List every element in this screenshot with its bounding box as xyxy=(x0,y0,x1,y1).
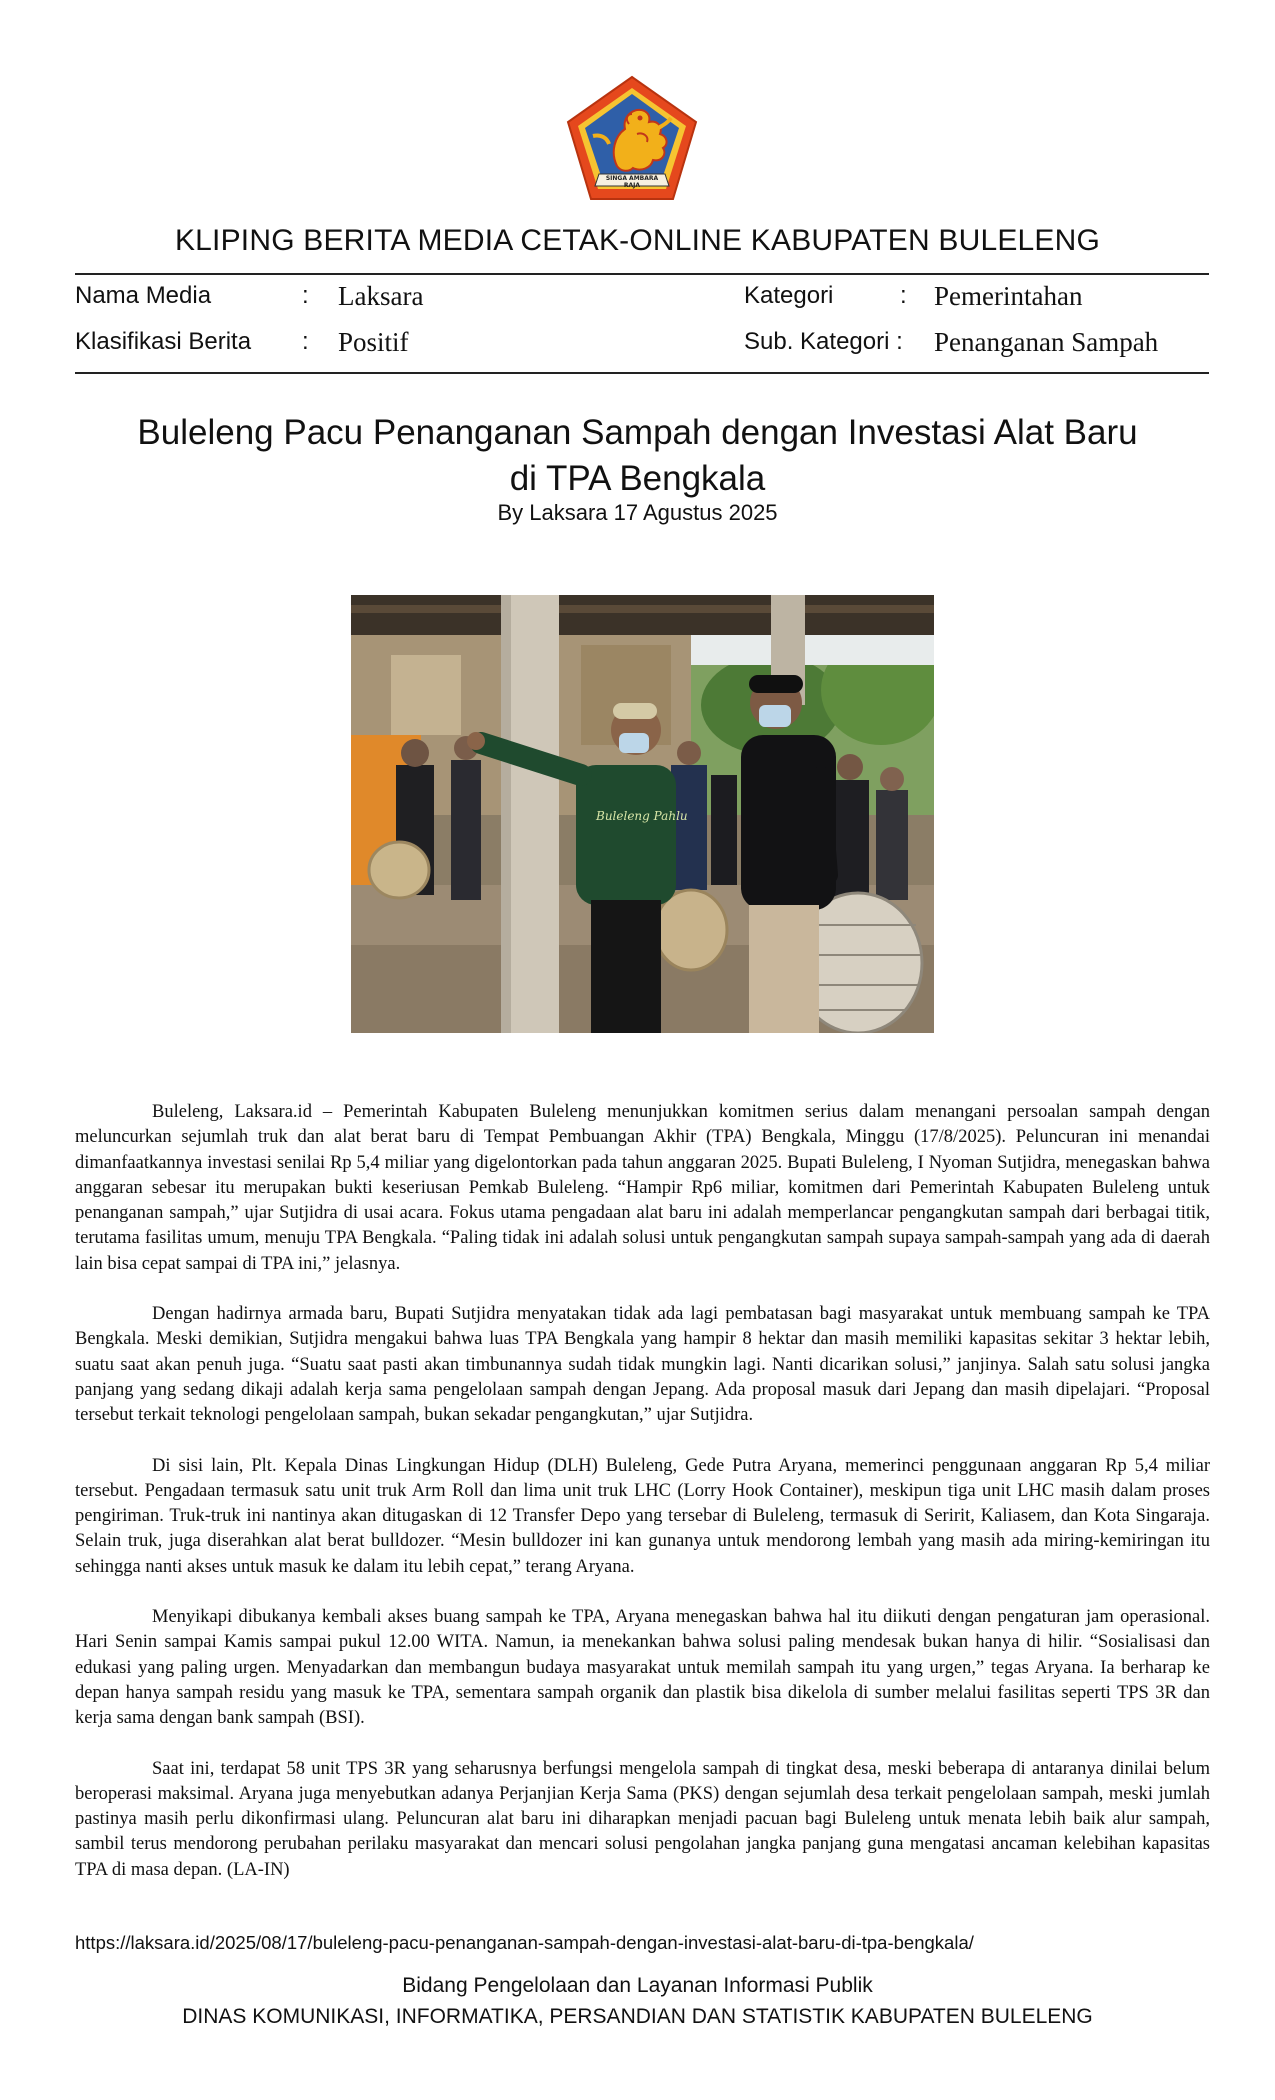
kategori-value: Pemerintahan xyxy=(934,281,1083,311)
emblem-banner-text: SINGA AMBARA RAJA xyxy=(605,175,659,189)
article-byline: By Laksara 17 Agustus 2025 xyxy=(497,500,778,525)
article-paragraph: Dengan hadirnya armada baru, Bupati Sutjidra menyatakan tidak ada lagi pembatasan bagi masyarakat untuk membuang sampah ke TPA Bengkala. Meski demikian, Sutjidra mengakui bahwa luas TPA Bengkala yang hampir 8 hektar dan masih memiliki kapasitas sekitar 3 hektar lebih, suatu saat akan penuh juga. “Suatu saat pasti akan timbunannya sudah tidak mungkin lagi. Nanti dicarikan solusi,” janjinya. Salah satu solusi jangka panjang yang sedang dikaji adalah kerja sama pengelolaan sampah dengan Jepang. Ada proposal masuk dari Jepang dan masih dipelajari. “Proposal tersebut terkait teknologi pengelolaan sampah, bukan sekadar pengangkutan,” ujar Sutjidra. xyxy=(75,1304,1210,1426)
klasifikasi-berita-value: Positif xyxy=(338,327,409,357)
header-bottom-divider xyxy=(75,372,1209,374)
sub-kategori-value: Penanganan Sampah xyxy=(934,327,1159,357)
klasifikasi-berita-label: Klasifikasi Berita xyxy=(75,328,252,355)
source-url-link[interactable]: https://laksara.id/2025/08/17/buleleng-pacu-penanganan-sampah-dengan-investasi-alat-baru-di-tpa-bengkala/ xyxy=(75,1932,974,1953)
article-title-line2: di TPA Bengkala xyxy=(509,459,766,498)
nama-media-label: Nama Media xyxy=(75,282,212,309)
article-body xyxy=(75,1100,1210,1908)
article-title-line1: Buleleng Pacu Penanganan Sampah dengan Investasi Alat Baru xyxy=(137,413,1138,452)
nama-media-colon: : xyxy=(302,282,309,309)
klasifikasi-colon: : xyxy=(302,328,309,355)
article-paragraph: Saat ini, terdapat 58 unit TPS 3R yang seharusnya berfungsi mengelola sampah di tingkat desa, meski beberapa di antaranya dinilai belum beroperasi maksimal. Aryana juga menyebutkan adanya Perjanjian Kerja Sama (PKS) dengan sejumlah desa terkait pengelolaan sampah, meski jumlah pastinya masih perlu dikonfirmasi ulang. Peluncuran alat baru ini diharapkan menjadi pacuan bagi Buleleng untuk menata lebih baik alur sampah, sambil terus mendorong perubahan perilaku masyarakat dan mencari solusi pengolahan jangka panjang guna mengatasi ancaman kelebihan kapasitas TPA di masa depan. (LA-IN) xyxy=(75,1758,1210,1880)
kategori-colon: : xyxy=(900,282,907,309)
photo-shirt-text: Buleleng Pahlu xyxy=(596,809,688,823)
clipping-header-title: KLIPING BERITA MEDIA CETAK-ONLINE KABUPATEN BULELENG xyxy=(174,224,1101,257)
buleleng-emblem-logo xyxy=(565,74,699,202)
kategori-label: Kategori xyxy=(744,282,834,309)
article-photo xyxy=(351,595,934,1033)
article-paragraph: Di sisi lain, Plt. Kepala Dinas Lingkungan Hidup (DLH) Buleleng, Gede Putra Aryana, memerinci penggunaan anggaran Rp 5,4 miliar tersebut. Pengadaan termasuk satu unit truk Arm Roll dan lima unit truk LHC (Lorry Hook Container), meskipun tiga unit LHC masih dalam proses pengiriman. Truk-truk ini nantinya akan ditugaskan di 12 Transfer Depo yang tersebar di Buleleng, termasuk di Seririt, Kaliasem, dan Kota Singaraja. Selain truk, juga diserahkan alat berat bulldozer. “Mesin bulldozer ini kan gunanya untuk mendorong lembah yang masih ada miring-kemiringan itu sehingga nanti akses untuk masuk ke dalam itu lebih cepat,” terang Aryana. xyxy=(75,1455,1210,1577)
article-paragraph: Menyikapi dibukanya kembali akses buang sampah ke TPA, Aryana menegaskan bahwa hal itu diikuti dengan pengaturan jam operasional. Hari Senin sampai Kamis sampai pukul 12.00 WITA. Namun, ia menekankan bahwa solusi paling mendesak bukan hanya di hilir. “Sosialisasi dan edukasi yang paling urgen. Menyadarkan dan membangun budaya masyarakat untuk memilah sampah itu yang urgen,” tegas Aryana. Ia berharap ke depan hanya sampah residu yang masuk ke TPA, sementara sampah organik dan plastik bisa dikelola di sumber melalui fasilitas seperti TPS 3R dan kerja sama dengan bank sampah (BSI). xyxy=(75,1607,1210,1729)
footer-division-name: Bidang Pengelolaan dan Layanan Informasi Publik xyxy=(402,1974,873,1997)
article-paragraph: Buleleng, Laksara.id – Pemerintah Kabupaten Buleleng menunjukkan komitmen serius dalam menangani persoalan sampah dengan meluncurkan sejumlah truk dan alat berat baru di Tempat Pembuangan Akhir (TPA) Bengkala, Minggu (17/8/2025). Peluncuran ini menandai dimanfaatkannya investasi senilai Rp 5,4 miliar yang digelontorkan pada tahun anggaran 2025. Bupati Buleleng, I Nyoman Sutjidra, menegaskan bahwa anggaran sebesar itu merupakan bukti keseriusan Pemkab Buleleng. “Hampir Rp6 miliar, komitmen dari Pemerintah Kabupaten Buleleng untuk penanganan sampah,” ujar Sutjidra di usai acara. Fokus utama pengadaan alat baru ini adalah memperlancar pengangkutan sampah dari berbagai titik, terutama fasilitas umum, menuju TPA Bengkala. “Paling tidak ini adalah solusi untuk pengangkutan sampah supaya sampah-sampah yang ada di daerah lain bisa cepat sampai di TPA ini,” jelasnya. xyxy=(75,1102,1210,1274)
footer-agency-name: DINAS KOMUNIKASI, INFORMATIKA, PERSANDIAN DAN STATISTIK KABUPATEN BULELENG xyxy=(182,2005,1093,2028)
header-top-divider xyxy=(75,273,1209,275)
sub-kategori-label: Sub. Kategori : xyxy=(744,328,903,355)
article-title xyxy=(100,410,1175,502)
nama-media-value: Laksara xyxy=(338,281,424,311)
